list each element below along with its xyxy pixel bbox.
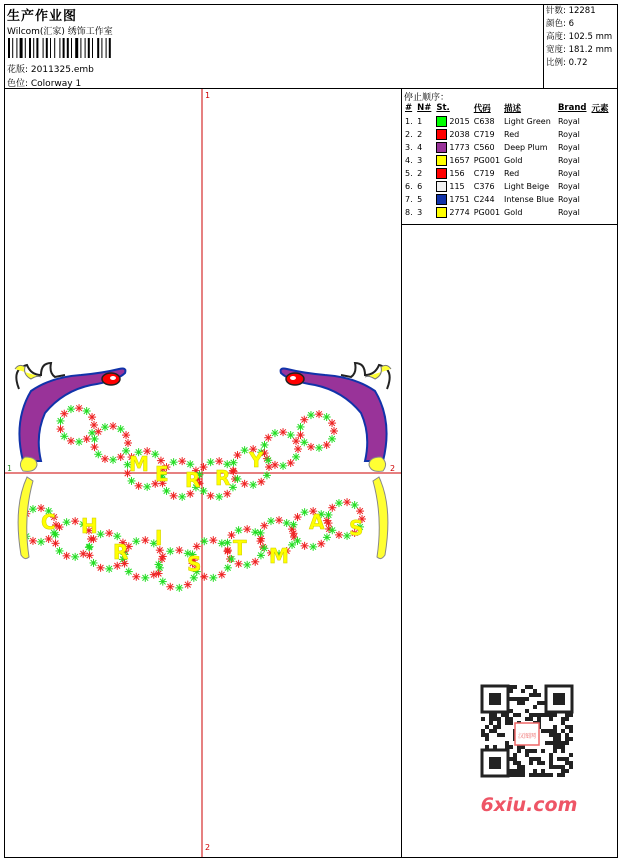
stitch-count-value: 2015 <box>449 117 470 126</box>
stat-stitch-count: 针数: 12281 <box>546 6 596 16</box>
stop-row <box>403 141 612 154</box>
stop-index: 6. <box>405 182 413 191</box>
thread-brand: Royal <box>557 117 580 126</box>
stop-index: 3. <box>405 143 413 152</box>
design-filename: 花版: 2011325.emb <box>7 65 94 75</box>
column-header: 描述 <box>504 104 522 114</box>
stamp-text: 汉图网 <box>517 733 537 740</box>
thread-code: PG001 <box>473 156 501 165</box>
elements <box>589 193 611 206</box>
stitch-count-value: 2774 <box>449 208 470 217</box>
embroidery-artwork <box>5 89 401 857</box>
thread-code: C719 <box>473 169 495 178</box>
thread-code: C244 <box>473 195 495 204</box>
stop-row <box>403 193 612 206</box>
stitch-count-value: 1657 <box>449 156 470 165</box>
stop-index: 2. <box>405 130 413 139</box>
upper-letter: Y <box>249 448 264 472</box>
axis-label-top: 1 <box>205 91 211 100</box>
stitch-count-value: 156 <box>449 169 465 178</box>
lower-letter: H <box>81 514 98 538</box>
column-header: 元素 <box>591 104 609 114</box>
color-swatch <box>436 207 447 218</box>
stop-row <box>403 180 612 193</box>
thread-brand: Royal <box>557 169 580 178</box>
lower-letter: A <box>309 510 325 534</box>
thread-brand: Royal <box>557 130 580 139</box>
color-swatch <box>436 181 447 192</box>
upper-letter: M <box>129 452 149 476</box>
thread-description: Deep Plum <box>504 143 548 152</box>
stitch-count <box>434 180 471 193</box>
column-header: N# <box>417 103 432 113</box>
elements <box>589 206 611 219</box>
stop-index: 4. <box>405 156 413 165</box>
color-swatch <box>436 155 447 166</box>
column-header: St. <box>436 103 450 113</box>
elements <box>589 180 611 193</box>
stop-sequence-table <box>403 102 612 219</box>
lower-letter: M <box>269 544 289 568</box>
stat-scale: 比例: 0.72 <box>546 58 588 68</box>
axis-label-bottom: 2 <box>205 843 211 852</box>
thread-code: PG001 <box>473 208 501 217</box>
axis-label-right: 2 <box>390 464 396 473</box>
stop-row <box>403 154 612 167</box>
stitch-count-value: 1773 <box>449 143 470 152</box>
lower-letter: R <box>113 540 129 564</box>
thread-brand: Royal <box>557 195 580 204</box>
color-swatch <box>436 116 447 127</box>
color-swatch <box>436 168 447 179</box>
production-sheet <box>4 4 618 858</box>
design-preview <box>5 89 402 857</box>
colorway-label: 色位: Colorway 1 <box>7 79 82 89</box>
thread-brand: Royal <box>557 182 580 191</box>
stat-colors: 颜色: 6 <box>546 19 574 29</box>
thread-description: Gold <box>504 156 523 165</box>
needle-number: 3 <box>417 208 423 217</box>
lower-letter: C <box>41 510 56 534</box>
stop-row <box>403 115 612 128</box>
thread-brand: Royal <box>557 143 580 152</box>
stitch-count-value: 1751 <box>449 195 470 204</box>
thread-code: C719 <box>473 130 495 139</box>
stitch-count <box>434 154 471 167</box>
stop-sequence-panel <box>402 89 617 225</box>
stop-row <box>403 167 612 180</box>
needle-number: 4 <box>417 143 423 152</box>
elements <box>589 167 611 180</box>
needle-number: 5 <box>417 195 423 204</box>
stitch-count <box>434 141 471 154</box>
barcode <box>8 38 148 58</box>
thread-brand: Royal <box>557 156 580 165</box>
studio-name: Wilcom(汇家) 绣饰工作室 <box>7 27 113 37</box>
thread-code: C560 <box>473 143 495 152</box>
thread-code: C638 <box>473 117 495 126</box>
needle-number: 1 <box>417 117 423 126</box>
stitch-count-value: 115 <box>449 182 465 191</box>
column-header: # <box>405 103 413 113</box>
upper-letter: E <box>155 462 169 486</box>
thread-description: Light Green <box>504 117 551 126</box>
thread-description: Gold <box>504 208 523 217</box>
watermark-site-text: 6xiu.com <box>480 794 578 816</box>
thread-brand: Royal <box>557 208 580 217</box>
column-header: Brand <box>557 103 587 113</box>
needle-number: 2 <box>417 130 423 139</box>
stop-index: 7. <box>405 195 413 204</box>
stop-row <box>403 206 612 219</box>
color-swatch <box>436 194 447 205</box>
stitch-count <box>434 193 471 206</box>
qr-code-watermark <box>471 681 585 818</box>
right-reindeer-head-icon <box>281 363 391 559</box>
sheet-title: 生产作业图 <box>7 9 78 24</box>
thread-description: Intense Blue <box>504 195 554 204</box>
lower-letter: S <box>349 516 364 540</box>
needle-number: 2 <box>417 169 423 178</box>
stitch-count <box>434 128 471 141</box>
lower-letter: T <box>233 536 247 560</box>
stop-index: 8. <box>405 208 413 217</box>
stop-index: 1. <box>405 117 413 126</box>
axis-label-left: 1 <box>7 464 13 473</box>
color-swatch <box>436 142 447 153</box>
elements <box>589 115 611 128</box>
thread-description: Red <box>504 169 520 178</box>
stat-height: 高度: 102.5 mm <box>546 32 613 42</box>
elements <box>589 141 611 154</box>
lower-letter: S <box>187 552 202 576</box>
stat-width: 宽度: 181.2 mm <box>546 45 613 55</box>
needle-number: 3 <box>417 156 423 165</box>
column-header: 代码 <box>473 104 491 114</box>
thread-description: Light Beige <box>504 182 550 191</box>
lower-letter: I <box>155 526 163 550</box>
elements <box>589 154 611 167</box>
stitch-count <box>434 206 471 219</box>
stop-index: 5. <box>405 169 413 178</box>
thread-description: Red <box>504 130 520 139</box>
color-swatch <box>436 129 447 140</box>
needle-number: 6 <box>417 182 423 191</box>
stitch-count-value: 2038 <box>449 130 470 139</box>
stitch-count <box>434 115 471 128</box>
sheet-header <box>5 5 543 88</box>
elements <box>589 128 611 141</box>
design-stats <box>543 5 617 88</box>
thread-code: C376 <box>473 182 495 191</box>
upper-letter: R <box>185 468 201 492</box>
upper-letter: R <box>215 466 231 490</box>
stitch-count <box>434 167 471 180</box>
stop-sequence-heading: 停止顺序： <box>404 93 450 103</box>
stop-row <box>403 128 612 141</box>
